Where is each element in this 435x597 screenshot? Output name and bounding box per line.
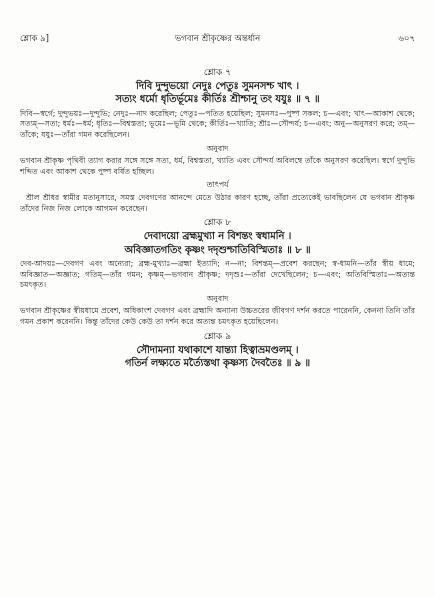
word-meaning: দেব-আদয়ঃ—দেবগণ এবং অন্যেরা; ব্রহ্ম-মুখ্যাঃ—ব্রহ্মা ইত্যাদি; ন—না; বিশন্তম্—প্রবেশ করছেন; স্ব-ধামনি—তাঁর স্বীয় ধামে; অবিজ্ঞাত—অজ্ঞাত; গতিম্—তাঁর গমন; কৃষ্ণম্—ভগবান শ্রীকৃষ্ণ; দদৃশুঃ—তাঁরা দেখেছিলেন; চ—এবং; অতিবিস্মিতাঃ—অত্যন্ত চমৎকৃত। [20, 258, 415, 290]
verse-line: অবিজ্ঞাতগতিং কৃষ্ণং দদৃশুশ্চাতিবিস্মিতাঃ ॥ ৮ ॥ [124, 244, 311, 256]
page-body [20, 66, 415, 370]
translation-text: ভগবান শ্রীকৃষ্ণের স্বীয়ধামে প্রবেশ, অধিকাংশ দেবগণ এবং ব্রহ্মাদি অন্যান্য উচ্চতরের জীবগণ দর্শন করতে পারেননি, কেননা তিনি তাঁর গমন প্রকাশ করেননি। কিন্তু তাঁদের কেউ কেউ তা দর্শন করে অত্যন্ত চমৎকৃত হয়েছিলেন। [20, 306, 415, 326]
verse-line: গতির্ন লক্ষ্যতে মর্ত্যৈস্তথা কৃষ্ণস্য দৈবতৈঃ ॥ ৯ ॥ [124, 357, 310, 369]
running-header [20, 32, 415, 46]
sloka-heading: শ্লোক ৮ [203, 218, 232, 229]
verse-line: সত্যং ধর্মো ধৃতির্ভূমেঃ কীর্তিঃ শ্রীশ্চানু তং যযুঃ ॥ ৭ ॥ [115, 94, 320, 106]
sloka-heading: শ্লোক ৭ [203, 68, 232, 78]
word-meaning: দিবি—স্বর্গে; দুন্দুভয়ঃ—দুন্দুভি; নেদুঃ—নাদ করেছিল; পেতুঃ—পতিত হয়েছিল; সুমনসঃ—পুষ্প সকল; চ—এবং; খাৎ—আকাশ থেকে; সত্যম্—সত্য; ধর্মঃ—ধর্ম; ধৃতিঃ—বিশ্বস্ততা; ভূমেঃ—ভূমি থেকে; কীর্তিঃ—খ্যাতি; শ্রীঃ—সৌন্দর্য; চ—এবং; অনু—অনুসরণ করে; তম্—তাঁকে; যযুঃ—তাঁরা গমন করেছিলেন। [20, 108, 415, 139]
purport-heading: তাৎপর্য [206, 180, 229, 190]
header-verse-ref: শ্লোক ৯] [20, 34, 49, 44]
purport-text: শ্রীল শ্রীধর স্বামীর মতানুসারে, সমস্ত দেবগণের আনন্দে মেতে উঠার কারণ হচ্ছে, তাঁরা প্রত্যেকেই ভাবছিলেন যে ভগবান শ্রীকৃষ্ণ তাঁদের নিজ নিজ লোকে আগমন করেছেন। [20, 192, 415, 213]
translation-heading: অনুবাদ [206, 143, 229, 153]
verse-line: সৌদামন্যা যথাকাশে যান্ত্যা হিত্বাভ্রমণ্ডলম্ । [136, 344, 299, 356]
translation-text: ভগবান শ্রীকৃষ্ণ পৃথিবী ত্যাগ করার সঙ্গে সঙ্গে সত্য, ধর্ম, বিশ্বস্ততা, খ্যাতি এবং সৌন্দর্য অবিলম্বে তাঁকে অনুসরণ করেছিল। স্বর্গে দুন্দুভি শব্দিত এবং আকাশ থেকে পুষ্প বর্ষিত হচ্ছিল। [20, 156, 415, 176]
header-chapter-title: ভগবান শ্রীকৃষ্ণের অন্তর্ধান [174, 34, 261, 44]
page-number: ৬০৭ [398, 34, 415, 44]
translation-heading: অনুবাদ [206, 293, 229, 303]
verse-line: দেবাদয়ো ব্রহ্মমুখ্যা ন বিশন্তং স্বধামনি । [143, 231, 292, 243]
verse-line: দিবি দুন্দুভয়ো নেদুঃ পেতুঃ সুমনসশ্চ খাৎ । [136, 81, 299, 92]
sloka-heading: শ্লোক ৯ [203, 331, 232, 342]
